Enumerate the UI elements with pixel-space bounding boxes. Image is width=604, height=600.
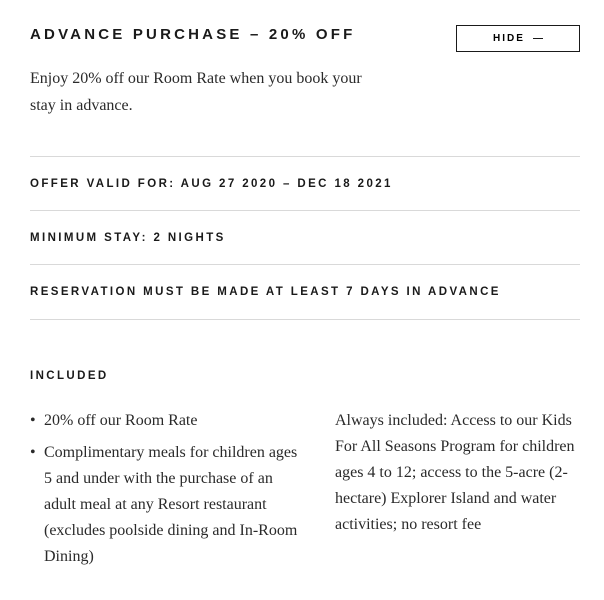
offer-description: Enjoy 20% off our Room Rate when you book your stay in advance. [30,70,362,114]
hide-button[interactable] [456,25,580,52]
minimum-stay: MINIMUM STAY: 2 NIGHTS [30,232,226,244]
divider [30,156,580,157]
always-included-text: Always included: Access to our Kids For All Seasons Program for children ages 4 to 12; access to the 5-acre (2-hectare) Explorer Island and water activities; no resort fee [335,412,575,533]
offer-title: ADVANCE PURCHASE – 20% OFF [30,26,356,43]
divider [30,210,580,211]
bullet-icon: • [30,412,36,429]
bullet-icon: • [30,444,36,461]
offer-validity: OFFER VALID FOR: AUG 27 2020 – DEC 18 2021 [30,178,393,190]
included-list [30,408,300,576]
included-heading: INCLUDED [30,370,109,382]
list-item-text: 20% off our Room Rate [44,412,198,429]
hide-button-label: HIDE [493,33,525,44]
divider [30,264,580,265]
list-item [30,440,300,570]
list-item [30,408,300,434]
list-item-text: Complimentary meals for children ages 5 and under with the purchase of an adult meal at any Resort restaurant (excludes poolside dining and In-Room Dining) [44,444,298,565]
reservation-requirement: RESERVATION MUST BE MADE AT LEAST 7 DAYS IN ADVANCE [30,286,501,298]
divider [30,319,580,320]
minus-icon [533,38,543,40]
